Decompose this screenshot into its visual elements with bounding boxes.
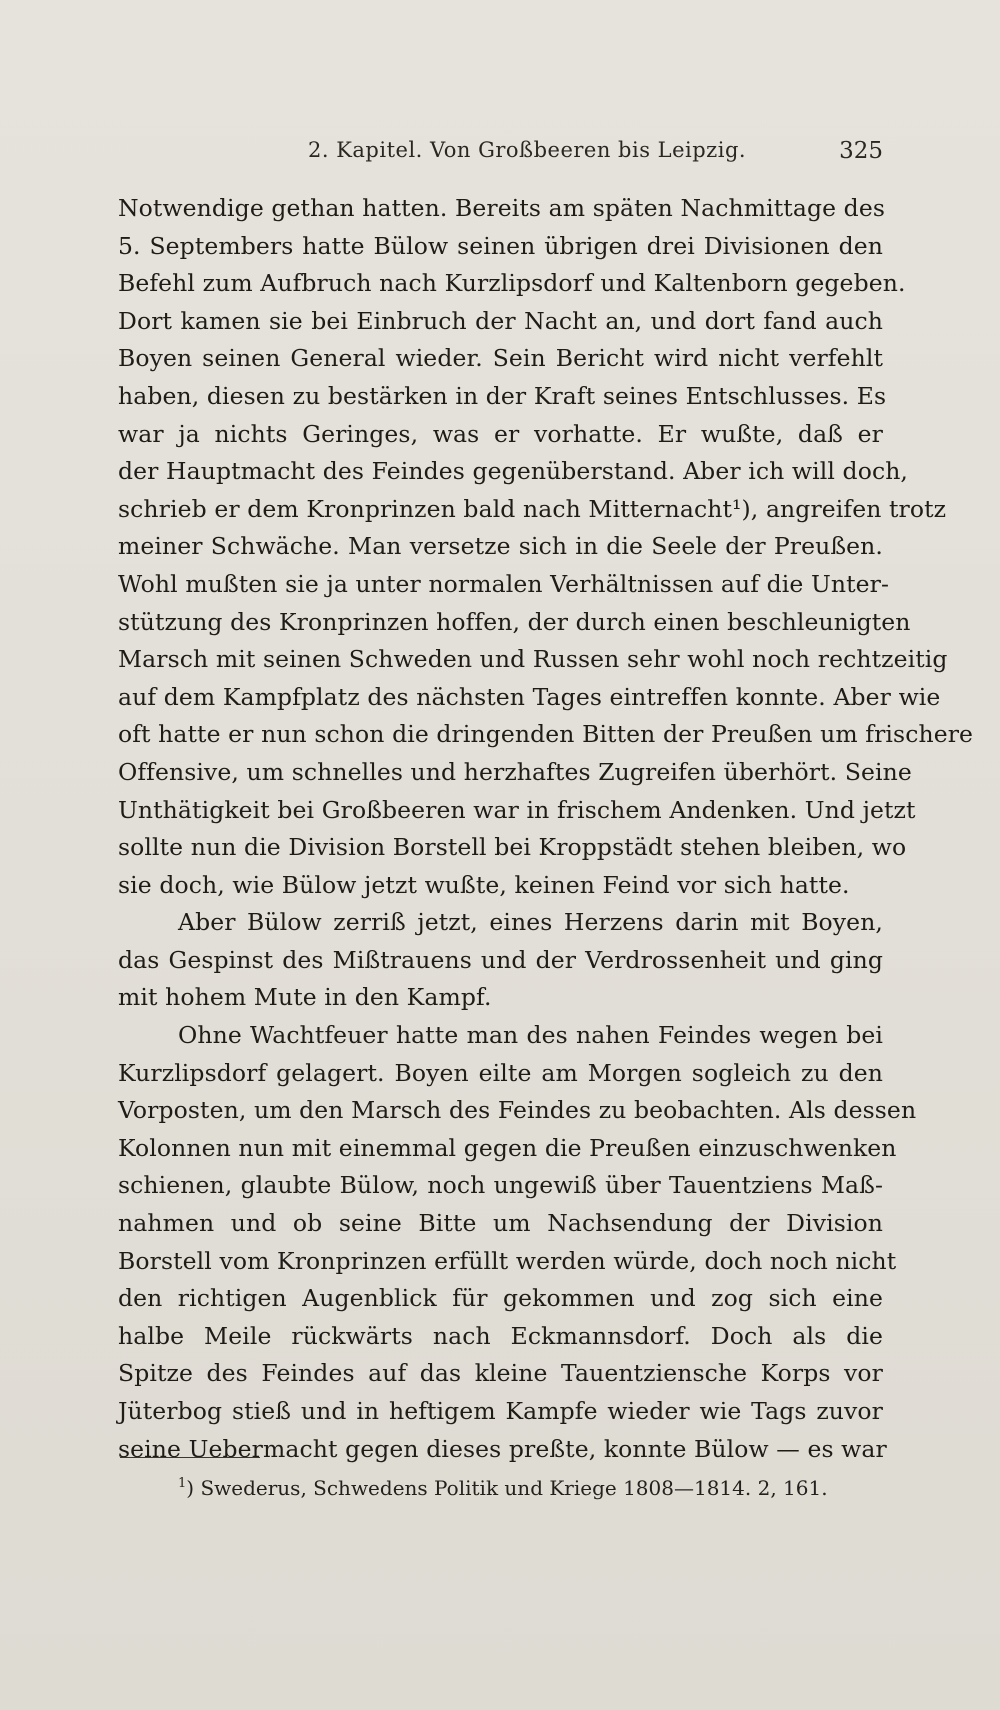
body-text xyxy=(118,190,974,1468)
text-line: halbe Meile rückwärts nach Eckmannsdorf. Doch als die xyxy=(118,1321,883,1350)
running-title: 2. Kapitel. Von Großbeeren bis Leipzig. xyxy=(308,138,747,162)
text-line: Marsch mit seinen Schweden und Russen sehr wohl noch rechtzeitig xyxy=(118,645,948,674)
footnote-text: ) Swederus, Schwedens Politik und Kriege 1808—1814. 2, 161. xyxy=(186,1476,828,1500)
text-line: Borstell vom Kronprinzen erfüllt werden würde, doch noch nicht xyxy=(118,1246,897,1275)
text-line: Notwendige gethan hatten. Bereits am späten Nachmittage des xyxy=(118,194,885,222)
paragraph xyxy=(118,190,974,904)
running-head xyxy=(118,138,883,174)
text-line: schienen, glaubte Bülow, noch ungewiß über Tauentziens Maß- xyxy=(118,1171,883,1200)
text-line: Jüterbog stieß und in heftigem Kampfe wieder wie Tags zuvor xyxy=(118,1397,883,1425)
text-line: Unthätigkeit bei Großbeeren war in frischem Andenken. Und jetzt xyxy=(118,795,916,824)
text-line: nahmen und ob seine Bitte um Nachsendung der Division xyxy=(118,1209,883,1238)
text-line: Kurzlipsdorf gelagert. Boyen eilte am Morgen sogleich zu den xyxy=(118,1058,883,1087)
text-line: der Hauptmacht des Feindes gegenüberstand. Aber ich will doch, xyxy=(118,457,909,486)
text-line: war ja nichts Geringes, was er vorhatte. Er wußte, daß er xyxy=(118,419,883,448)
text-line: Vorposten, um den Marsch des Feindes zu beobachten. Als dessen xyxy=(118,1096,917,1125)
footnote-rule xyxy=(120,1457,260,1458)
text-line: Boyen seinen General wieder. Sein Bericht wird nicht verfehlt xyxy=(118,344,883,373)
text-line: seine Uebermacht gegen dieses preßte, konnte Bülow — es war xyxy=(118,1434,887,1463)
text-line: Ohne Wachtfeuer hatte man des nahen Feindes wegen bei xyxy=(178,1021,883,1050)
text-line: auf dem Kampfplatz des nächsten Tages eintreffen konnte. Aber wie xyxy=(118,682,941,711)
text-line: Befehl zum Aufbruch nach Kurzlipsdorf und Kaltenborn gegeben. xyxy=(118,269,906,298)
text-line: das Gespinst des Mißtrauens und der Verdrossenheit und ging xyxy=(118,945,883,974)
text-line: oft hatte er nun schon die dringenden Bitten der Preußen um frischere xyxy=(118,720,974,749)
text-line: den richtigen Augenblick für gekommen und zog sich eine xyxy=(118,1284,883,1313)
text-line: meiner Schwäche. Man versetze sich in die Seele der Preußen. xyxy=(118,532,883,561)
text-line: Spitze des Feindes auf das kleine Tauentziensche Korps vor xyxy=(118,1359,883,1388)
text-line: Dort kamen sie bei Einbruch der Nacht an, und dort fand auch xyxy=(118,306,883,335)
text-line: Aber Bülow zerriß jetzt, eines Herzens darin mit Boyen, xyxy=(178,908,883,937)
text-line: Offensive, um schnelles und herzhaftes Zugreifen überhört. Seine xyxy=(118,757,912,786)
text-line: schrieb er dem Kronprinzen bald nach Mitternacht¹), angreifen trotz xyxy=(118,494,947,523)
text-line: haben, diesen zu bestärken in der Kraft seines Entschlusses. Es xyxy=(118,381,887,410)
footnote xyxy=(178,1476,828,1500)
footnote-marker: 1 xyxy=(178,1476,187,1491)
text-line: stützung des Kronprinzen hoffen, der durch einen beschleunigten xyxy=(118,607,911,636)
text-line: Wohl mußten sie ja unter normalen Verhältnissen auf die Unter- xyxy=(118,569,890,598)
text-line: mit hohem Mute in den Kampf. xyxy=(118,983,492,1012)
text-line: 5. Septembers hatte Bülow seinen übrigen drei Divisionen den xyxy=(118,231,883,260)
paragraph xyxy=(118,904,883,1017)
text-line: sollte nun die Division Borstell bei Kroppstädt stehen bleiben, wo xyxy=(118,833,907,862)
paragraph xyxy=(118,1017,917,1468)
text-line: Kolonnen nun mit einemmal gegen die Preußen einzuschwenken xyxy=(118,1133,897,1162)
page-number: 325 xyxy=(839,138,883,164)
text-line: sie doch, wie Bülow jetzt wußte, keinen Feind vor sich hatte. xyxy=(118,870,850,899)
